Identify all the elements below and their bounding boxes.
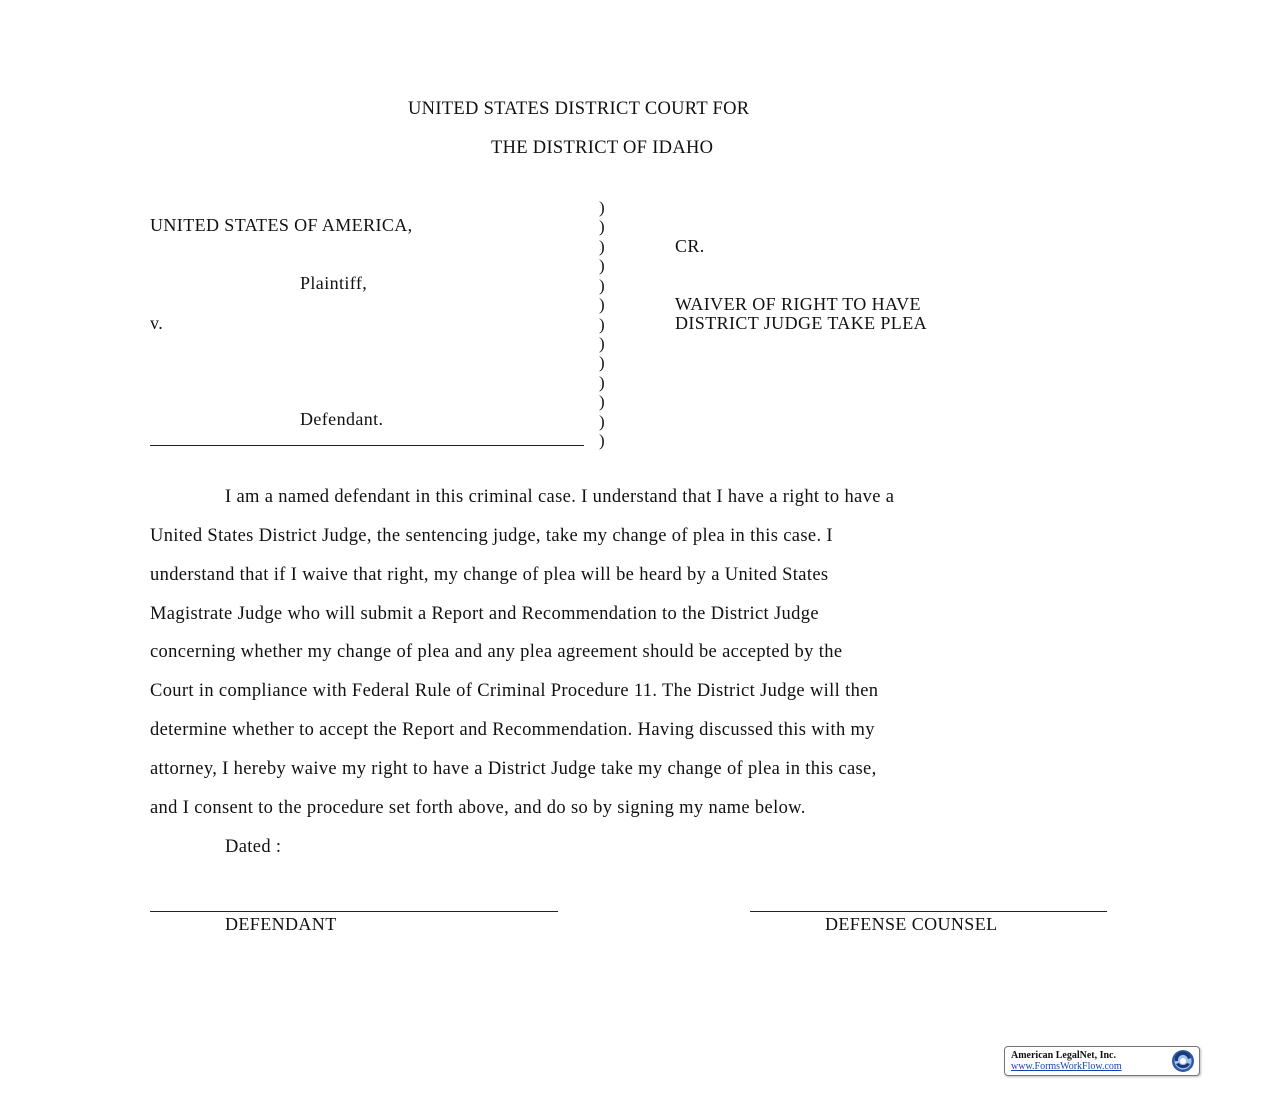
logo-company-name: American LegalNet, Inc. [1011,1050,1116,1061]
paren: ) [599,431,605,450]
defendant-signature-line[interactable] [150,911,558,912]
paren: ) [599,217,605,236]
paren: ) [599,256,605,275]
paragraph-line: Court in compliance with Federal Rule of Criminal Procedure 11. The District Judge will then [150,681,879,701]
document-title-line2: DISTRICT JUDGE TAKE PLEA [675,313,927,333]
defense-counsel-signature-label: DEFENSE COUNSEL [825,914,998,934]
defense-counsel-signature-line[interactable] [750,911,1107,912]
court-title-line1: UNITED STATES DISTRICT COURT FOR [408,99,750,119]
logo-url-link[interactable]: www.FormsWorkFlow.com [1011,1061,1122,1072]
court-title-line2: THE DISTRICT OF IDAHO [491,138,714,158]
paren: ) [599,276,605,295]
paragraph-line: attorney, I hereby waive my right to have a District Judge take my change of plea in this case, [150,759,877,779]
defendant-signature-label: DEFENDANT [225,914,337,934]
paren: ) [599,237,605,256]
paren: ) [599,334,605,353]
paragraph-line: understand that if I waive that right, my change of plea will be heard by a United States [150,565,829,585]
paren: ) [599,392,605,411]
paren: ) [599,353,605,372]
caption-separator-line [150,445,584,446]
document-title-line1: WAIVER OF RIGHT TO HAVE [675,294,921,314]
paren: ) [599,315,605,334]
paren: ) [599,373,605,392]
paragraph-line: and I consent to the procedure set forth above, and do so by signing my name below. [150,798,806,818]
plaintiff-label: Plaintiff, [300,273,368,293]
paragraph-line: I am a named defendant in this criminal case. I understand that I have a right to have a [225,487,895,507]
paren: ) [599,198,605,217]
paragraph-line: Magistrate Judge who will submit a Report and Recommendation to the District Judge [150,604,819,624]
globe-logo-icon [1171,1049,1195,1073]
paragraph-line: concerning whether my change of plea and any plea agreement should be accepted by the [150,642,843,662]
american-legalnet-logo[interactable] [1004,1046,1200,1076]
paragraph-line: United States District Judge, the sentencing judge, take my change of plea in this case. I [150,526,833,546]
plaintiff-name: UNITED STATES OF AMERICA, [150,215,413,235]
versus-label: v. [150,313,164,333]
paragraph-line: determine whether to accept the Report and Recommendation. Having discussed this with my [150,720,875,740]
case-number: CR. [675,236,705,256]
defendant-label: Defendant. [300,409,384,429]
paren: ) [599,295,605,314]
dated-label: Dated : [225,837,282,857]
paren: ) [599,412,605,431]
